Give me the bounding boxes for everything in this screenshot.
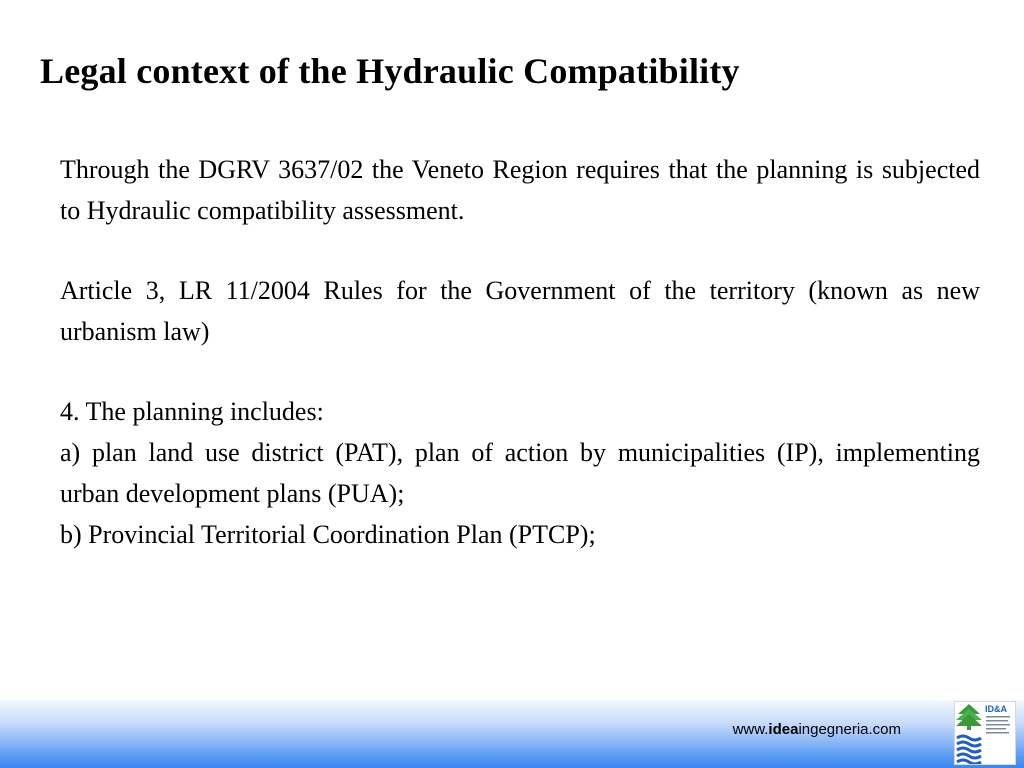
planning-list [60, 391, 980, 555]
ida-logo [954, 701, 1016, 765]
website-link[interactable] [733, 721, 901, 738]
list-item: a) plan land use district (PAT), plan of action by municipalities (IP), implementing urban development plans (PUA); [60, 438, 980, 508]
paragraph-dgrv: Through the DGRV 3637/02 the Veneto Region requires that the planning is subjected to Hydraulic compatibility assessment. [60, 155, 980, 225]
ida-logo-icon [955, 702, 1015, 764]
url-suffix: ingegneria.com [798, 721, 901, 738]
logo-wordmark: ID&A [985, 704, 1007, 714]
list-item: b) Provincial Territorial Coordination Plan (PTCP); [60, 520, 596, 549]
url-brand: idea [768, 721, 799, 738]
paragraph-article-3: Article 3, LR 11/2004 Rules for the Government of the territory (known as new urbanism law) [60, 276, 980, 346]
url-prefix: www. [732, 721, 769, 738]
slide-body [60, 149, 980, 555]
list-intro: 4. The planning includes: [60, 397, 324, 426]
slide-title: Legal context of the Hydraulic Compatibility [40, 51, 740, 91]
